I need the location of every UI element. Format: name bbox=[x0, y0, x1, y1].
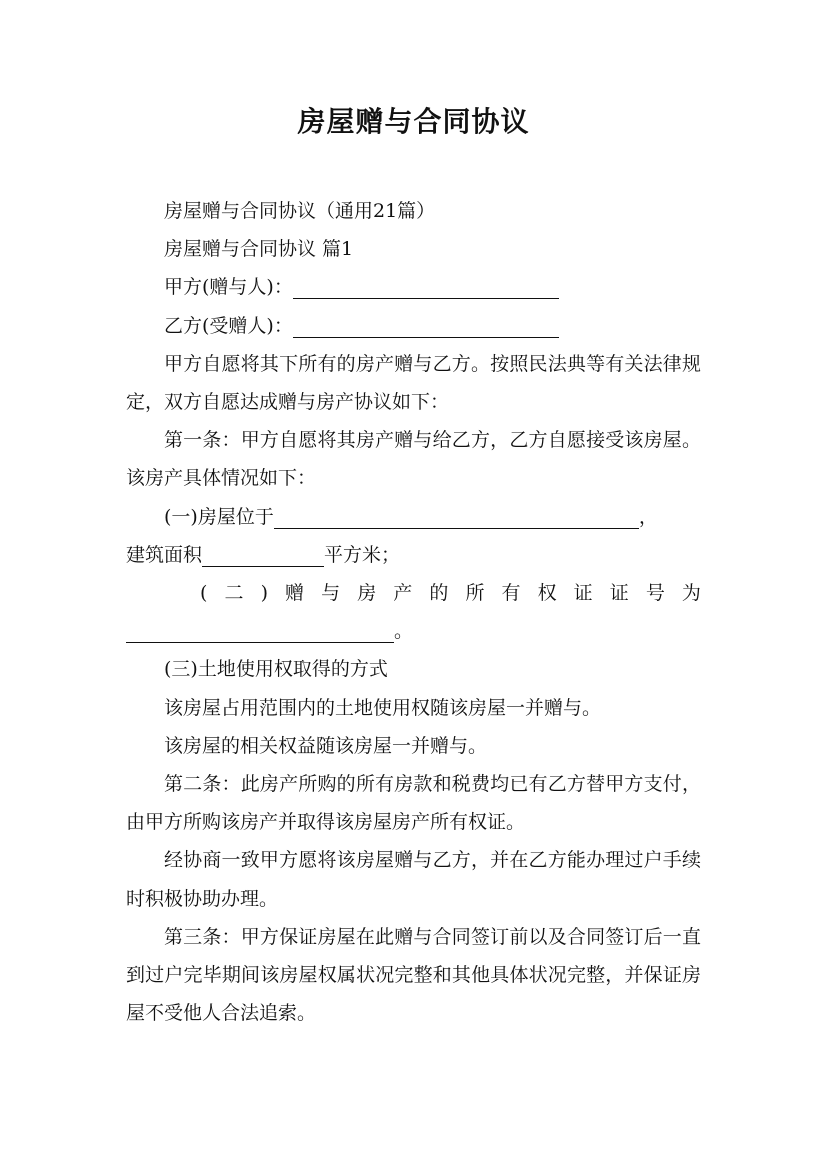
rights-clause: 该房屋的相关权益随该房屋一并赠与。 bbox=[164, 734, 488, 757]
item-2-char: 与 bbox=[321, 582, 341, 605]
item-2-char: 二 bbox=[224, 582, 244, 605]
item-3: (三)土地使用权取得的方式 bbox=[164, 658, 388, 681]
intro-paragraph: 甲方自愿将其下所有的房产赠与乙方。按照民法典等有关法律规定，双方自愿达成赠与房产协议如下： bbox=[126, 352, 701, 414]
item-2-char: 的 bbox=[429, 582, 449, 605]
item-2-char: 证 bbox=[573, 582, 593, 605]
item-2-char: 所 bbox=[465, 582, 485, 605]
item-2-char: ) bbox=[260, 582, 268, 605]
item-2-period: 。 bbox=[394, 620, 414, 643]
area-blank bbox=[202, 542, 324, 567]
item-2-char: 证 bbox=[609, 582, 629, 605]
consult-clause: 经协商一致甲方愿将该房屋赠与乙方，并在乙方能办理过户手续时积极协助办理。 bbox=[126, 849, 701, 910]
item-2-char: 赠 bbox=[285, 582, 305, 605]
party-b-blank bbox=[293, 313, 559, 338]
article-3: 第三条：甲方保证房屋在此赠与合同签订前以及合同签订后一直到过户完毕期间该房屋权属状况完整和其他具体状况完整，并保证房屋不受他人合法追索。 bbox=[126, 925, 701, 1025]
party-b-line bbox=[126, 307, 701, 345]
item-2-char: ( bbox=[200, 582, 208, 605]
item-2 bbox=[126, 574, 701, 612]
document-body bbox=[126, 192, 701, 1032]
item-1-area bbox=[126, 536, 701, 574]
subtitle: 房屋赠与合同协议（通用21篇） bbox=[164, 200, 436, 222]
article-1: 第一条：甲方自愿将其房产赠与给乙方，乙方自愿接受该房屋。该房产具体情况如下： bbox=[126, 429, 701, 490]
item-2-cont bbox=[126, 612, 701, 650]
certificate-blank bbox=[126, 618, 394, 643]
item-2-char: 号 bbox=[645, 582, 665, 605]
party-b-label: 乙方(受赠人)： bbox=[164, 314, 293, 337]
document-title: 房屋赠与合同协议 bbox=[297, 105, 530, 138]
item-2-char: 有 bbox=[501, 582, 521, 605]
section-heading: 房屋赠与合同协议 篇1 bbox=[164, 238, 354, 261]
area-unit: 平方米； bbox=[324, 543, 401, 566]
item-1 bbox=[126, 498, 701, 536]
item-1-comma: ， bbox=[638, 505, 658, 528]
item-2-char: 为 bbox=[681, 582, 701, 605]
location-blank bbox=[274, 504, 639, 529]
article-2: 第二条：此房产所购的所有房款和税费均已有乙方替甲方支付，由甲方所购该房产并取得该房屋房产所有权证。 bbox=[126, 773, 701, 834]
item-2-char: 房 bbox=[357, 582, 377, 605]
land-clause: 该房屋占用范围内的土地使用权随该房屋一并赠与。 bbox=[164, 696, 602, 719]
party-a-line bbox=[126, 268, 701, 306]
item-1-location-label: (一)房屋位于 bbox=[164, 505, 274, 528]
item-2-char: 权 bbox=[537, 582, 557, 605]
party-a-blank bbox=[293, 274, 559, 299]
party-a-label: 甲方(赠与人)： bbox=[164, 276, 293, 299]
item-2-char: 产 bbox=[393, 582, 413, 605]
area-label: 建筑面积 bbox=[126, 543, 203, 566]
